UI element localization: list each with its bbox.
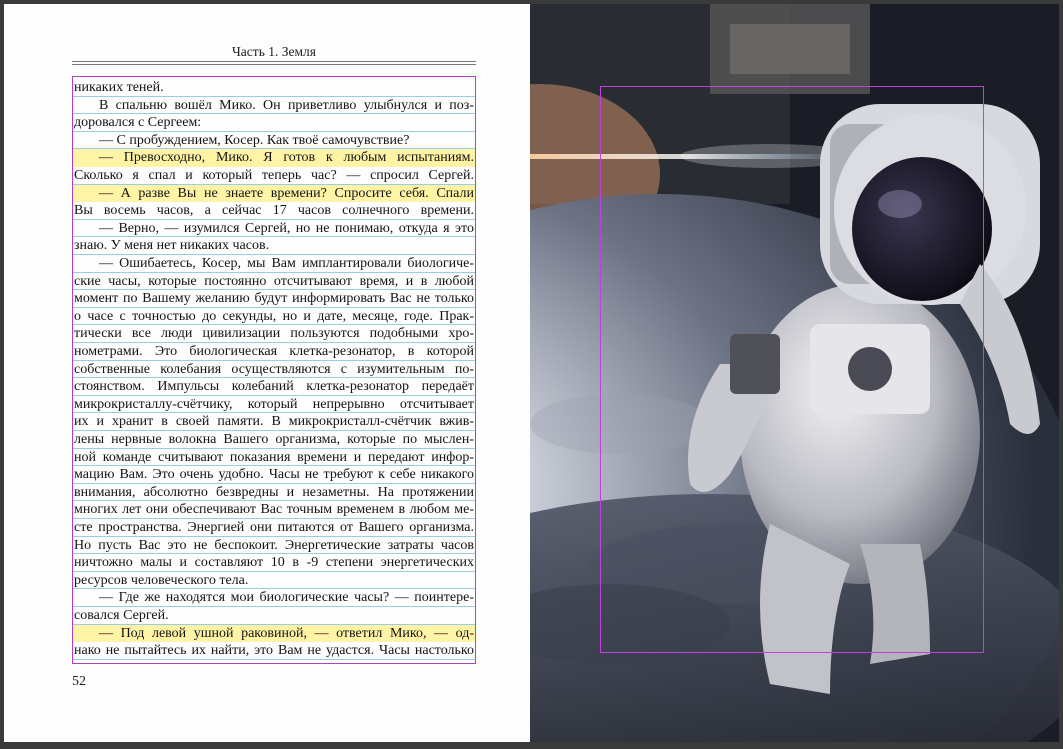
text-line[interactable]: ничтожно малы и составляют 10 в -9 степени энергетических <box>74 555 474 571</box>
text-line[interactable]: ресурсов человеческого тела. <box>74 572 249 588</box>
text-line[interactable]: ские часы, которые постоянно отсчитывают время, и в любой <box>74 273 474 289</box>
text-line[interactable]: — Где же находятся мои биологические часы? — поинтере- <box>99 590 474 606</box>
text-line[interactable]: Сколько я спал и который теперь час? — спросил Сергей. <box>74 168 474 183</box>
text-frame[interactable] <box>72 76 476 664</box>
text-line[interactable]: Но пусть Вас это не беспокоит. Энергетические затраты часов <box>74 537 474 553</box>
text-line[interactable]: — Ошибаетесь, Косер, мы Вам имплантировали биологиче- <box>99 256 474 271</box>
text-line[interactable]: — Под левой ушной раковиной, — ответил Мико, — од- <box>73 625 475 643</box>
text-line[interactable]: их и хранит в своей памяти. В микрокристалл-счётчик вжив- <box>74 414 474 430</box>
text-line[interactable]: сте пространства. Энергией они питаются от Вашего организма. <box>74 520 474 535</box>
text-line[interactable]: никаких теней. <box>74 80 164 95</box>
text-line[interactable]: нометрами. Это биологическая клетка-резонатор, в которой <box>74 344 474 359</box>
text-line[interactable]: лены нервные волокна Вашего организма, которые по мыслен- <box>74 432 474 447</box>
text-line[interactable]: — С пробуждением, Косер. Как твоё самочувствие? <box>99 132 410 148</box>
text-line[interactable]: мацию Вам. Это очень удобно. Часы не требуют к себе никакого <box>74 467 474 483</box>
running-head: Часть 1. Земля <box>232 44 316 59</box>
text-line[interactable]: ной команде считывают показания времени и передают инфор- <box>74 449 474 465</box>
text-line[interactable]: микрокристаллу-счётчику, который непрерывно отсчитывает <box>74 396 474 412</box>
header-rule <box>72 61 476 62</box>
text-line[interactable]: многих лет они обеспечивают Вас точным временем в любом ме- <box>74 502 474 518</box>
text-line[interactable]: — А разве Вы не знаете времени? Спросите себя. Спали <box>73 185 475 203</box>
text-line[interactable]: Вы восемь часов, а сейчас 17 часов солнечного времени. <box>74 203 474 219</box>
text-line[interactable]: момент по Вашему желанию будут информировать Вас не только <box>74 291 474 307</box>
text-line[interactable]: — Превосходно, Мико. Я готов к любым испытаниям. <box>73 149 475 167</box>
text-line[interactable]: собственные колебания осуществляются с изумительным по- <box>74 361 474 377</box>
text-line[interactable]: о часе с точностью до секунды, но и дате, месяце, годе. Прак- <box>74 308 474 324</box>
text-line[interactable]: — Верно, — изумился Сергей, но не понимаю, откуда я это <box>99 220 474 236</box>
left-page[interactable] <box>4 4 530 742</box>
header-rule <box>72 64 476 65</box>
text-line[interactable]: стоянством. Импульсы колебаний клетка-резонатор передаёт <box>74 379 474 395</box>
text-line[interactable]: В спальню вошёл Мико. Он приветливо улыбнулся и поз- <box>99 97 474 113</box>
text-line[interactable]: совался Сергей. <box>74 608 169 623</box>
text-line[interactable]: доровался с Сергеем: <box>74 115 202 131</box>
text-line[interactable]: внимания, абсолютно безвредны и незаметны. На протяжении <box>74 484 474 500</box>
text-line[interactable]: знаю. У меня нет никаких часов. <box>74 238 270 254</box>
page-number: 52 <box>72 674 86 689</box>
right-page[interactable] <box>530 4 1059 742</box>
image-frame[interactable] <box>600 86 984 653</box>
text-line[interactable]: тически все люди цивилизации пользуются подобными хро- <box>74 326 474 342</box>
text-line[interactable]: нако не пытайтесь их найти, это Вам не удастся. Часы настолько <box>74 643 474 659</box>
